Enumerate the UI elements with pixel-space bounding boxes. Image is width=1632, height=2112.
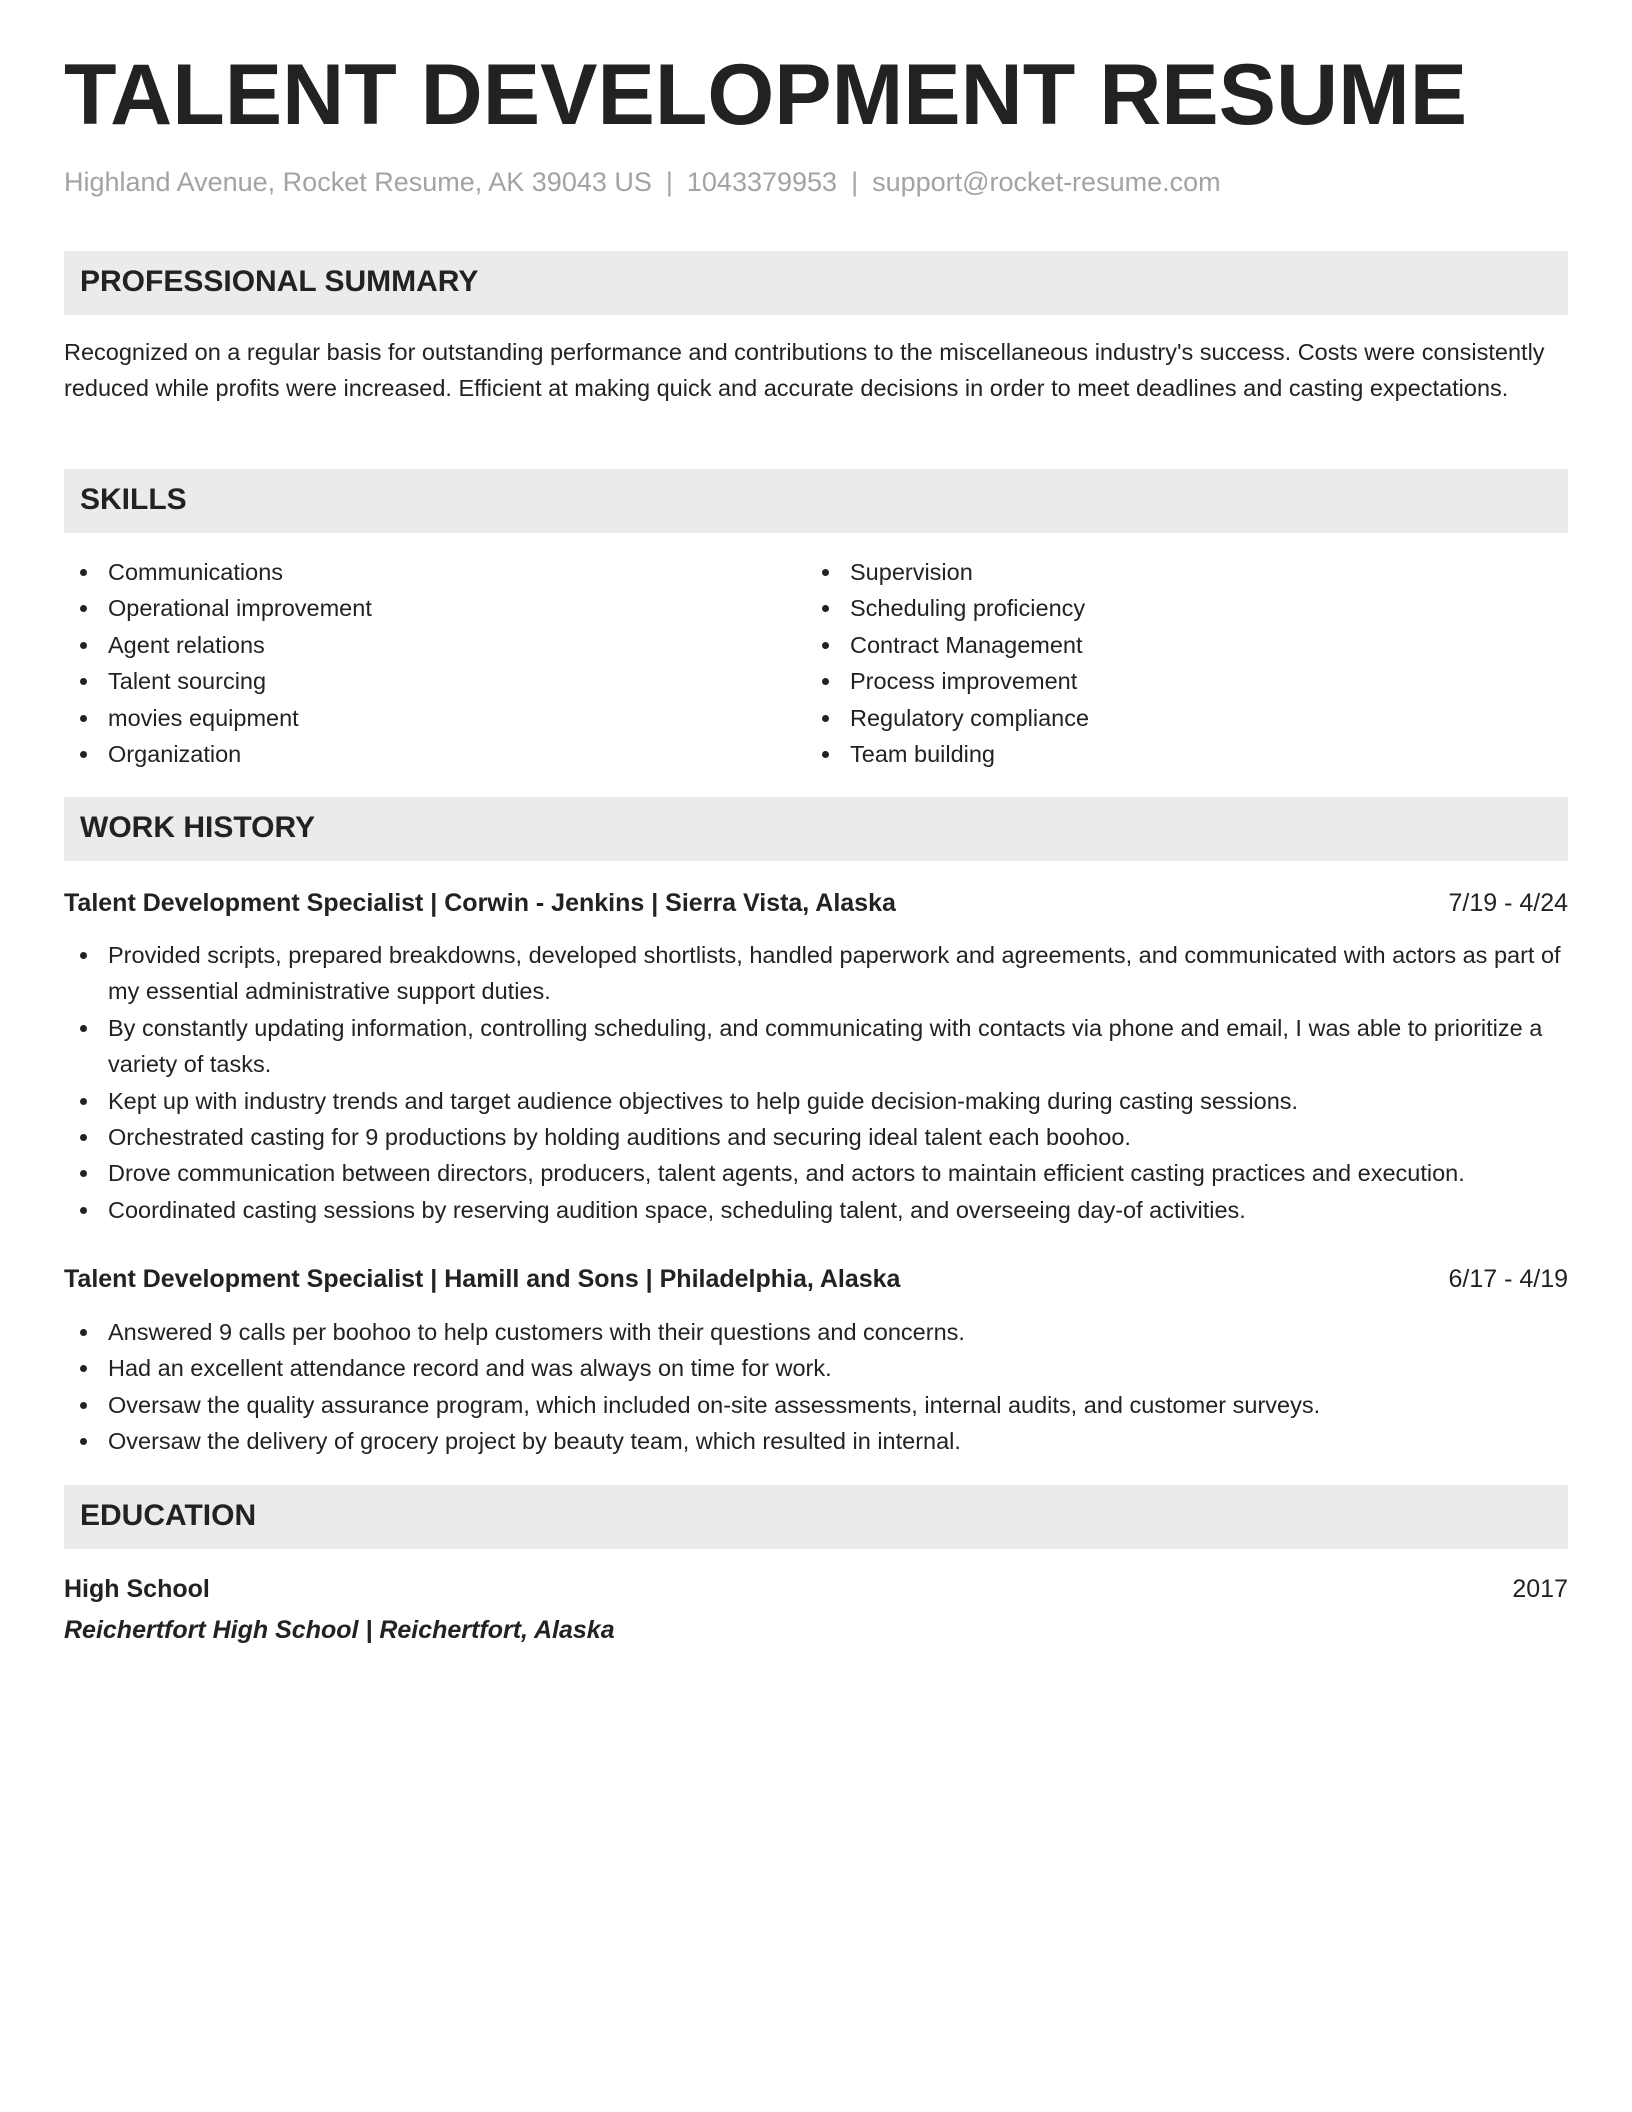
job-bullets	[64, 937, 1568, 1228]
skill-item: Scheduling proficiency	[806, 590, 1089, 626]
skill-item: Operational improvement	[64, 590, 372, 626]
skill-item: Agent relations	[64, 627, 372, 663]
job-bullet: Coordinated casting sessions by reserving audition space, scheduling talent, and overseeing day-of activities.	[64, 1192, 1568, 1228]
summary-text: Recognized on a regular basis for outstanding performance and contributions to the miscellaneous industry's success. Costs were consistently reduced while profits were increased. Efficient at making quick and accurate decisions in order to meet deadlines and casting expectations.	[64, 339, 1545, 401]
education-year: 2017	[1512, 1575, 1568, 1603]
skill-item: movies equipment	[64, 700, 372, 736]
work-section-header	[64, 797, 1568, 861]
contact-address: Highland Avenue, Rocket Resume, AK 39043 US	[64, 167, 652, 197]
summary-heading: PROFESSIONAL SUMMARY	[80, 265, 479, 298]
contact-separator: |	[665, 167, 673, 197]
job-bullet: Answered 9 calls per boohoo to help customers with their questions and concerns.	[64, 1314, 1568, 1350]
education-heading: EDUCATION	[80, 1499, 257, 1532]
skill-item: Team building	[806, 736, 1089, 772]
skill-item: Process improvement	[806, 663, 1089, 699]
skill-item: Talent sourcing	[64, 663, 372, 699]
skill-item: Organization	[64, 736, 372, 772]
education-school: Reichertfort High School | Reichertfort, Alaska	[64, 1616, 615, 1644]
skill-item: Regulatory compliance	[806, 700, 1089, 736]
job-bullet: Kept up with industry trends and target audience objectives to help guide decision-making during casting sessions.	[64, 1083, 1568, 1119]
contact-phone: 1043379953	[686, 167, 838, 197]
job-bullets	[64, 1314, 1568, 1460]
job-dates: 7/19 - 4/24	[1448, 889, 1568, 917]
contact-email: support@rocket-resume.com	[872, 167, 1221, 197]
skills-list-left	[64, 554, 372, 772]
work-heading: WORK HISTORY	[80, 811, 316, 844]
job-bullet: Oversaw the quality assurance program, which included on-site assessments, internal audits, and customer surveys.	[64, 1387, 1568, 1423]
education-section-header	[64, 1485, 1568, 1549]
skill-item: Contract Management	[806, 627, 1089, 663]
job-bullet: Drove communication between directors, producers, talent agents, and actors to maintain efficient casting practices and execution.	[64, 1155, 1568, 1191]
contact-separator: |	[851, 167, 859, 197]
skills-list-right	[806, 554, 1089, 772]
resume-title: TALENT DEVELOPMENT RESUME	[64, 47, 1468, 143]
education-degree: High School	[64, 1575, 210, 1603]
job-bullet: Had an excellent attendance record and was always on time for work.	[64, 1350, 1568, 1386]
skill-item: Communications	[64, 554, 372, 590]
skills-section-header	[64, 469, 1568, 533]
contact-line	[64, 169, 1221, 196]
job-title: Talent Development Specialist | Hamill and Sons | Philadelphia, Alaska	[64, 1265, 901, 1293]
job-bullet: By constantly updating information, controlling scheduling, and communicating with contacts via phone and email, I was able to prioritize a variety of tasks.	[64, 1010, 1568, 1083]
job-bullet: Orchestrated casting for 9 productions by holding auditions and securing ideal talent each boohoo.	[64, 1119, 1568, 1155]
job-bullet: Provided scripts, prepared breakdowns, developed shortlists, handled paperwork and agreements, and communicated with actors as part of my essential administrative support duties.	[64, 937, 1568, 1010]
skill-item: Supervision	[806, 554, 1089, 590]
skills-heading: SKILLS	[80, 483, 187, 516]
job-dates: 6/17 - 4/19	[1448, 1265, 1568, 1293]
job-title: Talent Development Specialist | Corwin - Jenkins | Sierra Vista, Alaska	[64, 889, 896, 917]
job-bullet: Oversaw the delivery of grocery project by beauty team, which resulted in internal.	[64, 1423, 1568, 1459]
summary-section-header	[64, 251, 1568, 315]
